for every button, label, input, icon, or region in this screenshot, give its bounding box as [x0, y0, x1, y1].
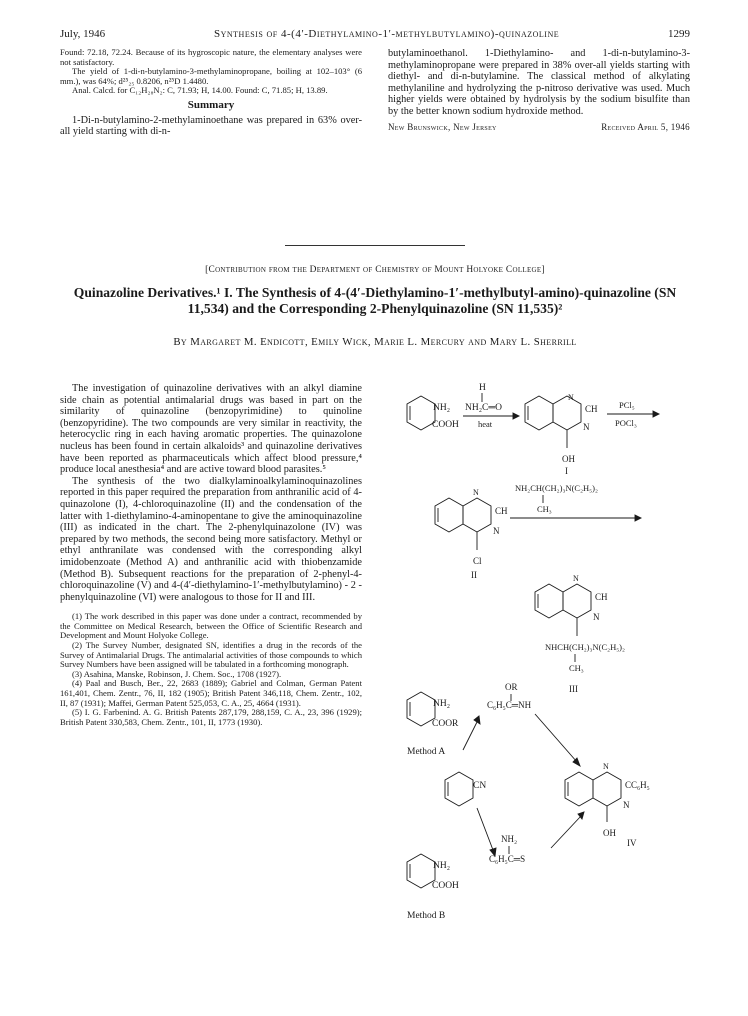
- place-line: New Brunswick, New Jersey: [388, 121, 497, 132]
- summary-text: 1-Di-n-butylamino-2-methylaminoethane was prepared in 63% over-all yield starting with di-n-: [60, 114, 362, 138]
- cn-label: CN: [473, 781, 487, 791]
- footnotes: [60, 612, 362, 727]
- side-chain-attached-label: NHCH(CH₂)₃N(C₂H₅)₂: [545, 642, 625, 652]
- coor-label: COOR: [432, 719, 459, 729]
- oh-label-IV: OH: [603, 828, 616, 838]
- pocl3-label: POCl₃: [615, 418, 637, 428]
- received-line: Received April 5, 1946: [601, 121, 690, 132]
- body-paragraph-1: The investigation of quinazoline derivatives with an alkyl diamine side chain as potential antimalarial drugs was based in part on the similarity of quinazoline (benzopyrimidine) to quinoline (benzopyridine). The two compounds are very similar in reactivity, the heterocyclic ring in each having aromatic properties. The quinazolone nucleus has been found in certain alkaloids³ and quinazoline derivatives have been reported as pharmaceuticals which affect blood pressure,⁴ produce local anesthesia⁴ and are active toward blood parasites.⁵: [60, 383, 362, 476]
- pcl5-label: PCl₅: [619, 400, 635, 410]
- chloroquinazoline-pyrimidine-ring: [463, 498, 491, 532]
- ch-label-III: CH: [595, 592, 608, 602]
- contribution-line: [Contribution from the Department of Chemistry of Mount Holyoke College]: [205, 265, 545, 275]
- article-body-column: [60, 383, 362, 727]
- n-label-II-top: N: [473, 488, 479, 497]
- reaction-scheme-chart: [385, 370, 695, 1010]
- running-header: [60, 28, 690, 40]
- header-page-number: 1299: [668, 28, 690, 40]
- header-running-title: Synthesis of 4-(4′-Diethylamino-1′-methylbutylamino)-quinazoline: [213, 28, 560, 40]
- aminoquinazoline-pyrimidine-ring: [563, 584, 591, 618]
- arrow-method-a-up: [463, 722, 477, 750]
- footnote-3: (3) Asahina, Manske, Robinson, J. Chem. Soc., 1708 (1927).: [72, 668, 282, 679]
- benzene-ring-method-a: [407, 692, 435, 726]
- arrow-method-b-down: [477, 808, 493, 850]
- author-line: By Margaret M. Endicott, Emily Wick, Marie L. Mercury and Mary L. Sherrill: [173, 336, 577, 348]
- oh-label-I: OH: [562, 454, 575, 464]
- ch-label-I: CH: [585, 404, 598, 414]
- heat-label: heat: [478, 419, 493, 429]
- prev-article-left-column: [60, 48, 362, 138]
- header-date: July, 1946: [60, 28, 106, 40]
- phenylquinazolone-benzo-ring: [565, 772, 593, 806]
- arrow-method-a-down: [535, 714, 577, 762]
- quinazolone-benzo-ring: [525, 396, 553, 430]
- summary-heading: Summary: [187, 98, 235, 111]
- thiobenzamide-label: C₆H₅C═S: [489, 854, 526, 864]
- footnote-1: (1) The work described in this paper was done under a contract, recommended by the Committee on Medical Research, between the Office of Scientific Research and Development and Mount Holyoke College.: [60, 611, 362, 641]
- formamide-label: NH₂C═O: [465, 403, 502, 413]
- cc6h5-label: CC₆H₅: [625, 780, 650, 790]
- n-label-III-bottom: N: [593, 612, 600, 622]
- n-label-III-top: N: [573, 574, 579, 583]
- article-title: Quinazoline Derivatives.¹ I. The Synthesis of 4-(4′-Diethylamino-1′-methylbutyl-amino)-quinazoline (SN 11,534) and the Corresponding 2-Phenylquinazoline (SN 11,535)²: [73, 285, 677, 316]
- cooh-label-method-b: COOH: [432, 881, 459, 891]
- separator-rule: [285, 245, 465, 246]
- cooh-label: COOH: [432, 420, 459, 430]
- n-label-IV-bottom: N: [623, 800, 630, 810]
- n-label-I-top: N: [568, 393, 574, 402]
- benzene-ring-method-b: [407, 854, 435, 888]
- nh2-label-method-a: NH₂: [433, 699, 451, 709]
- side-chain-amine-label: NH₂CH(CH₂)₃N(C₂H₅)₂: [515, 483, 598, 493]
- imidate-label: C₆H₅C═NH: [487, 700, 532, 710]
- compound-label-IV: IV: [627, 838, 637, 848]
- prev-found-paragraph: Found: 72.18, 72.24. Because of its hygroscopic nature, the elementary analyses were not satisfactory.: [60, 47, 362, 67]
- prev-signoff: [388, 122, 690, 134]
- compound-label-II: II: [471, 570, 477, 580]
- footnote-5: (5) I. G. Farbenind. A. G. British Patents 287,179, 288,159, C. A., 23, 396 (1929); British Patent 330,583, Chem. Zentr., 101, II, 1773 (1930).: [60, 707, 362, 727]
- prev-anal-paragraph: Anal. Calcd. for C₁₂H₂₈N₂: C, 71.93; H, 14.00. Found: C, 71.85; H, 13.89.: [72, 85, 328, 96]
- n-label-I-bottom: N: [583, 422, 590, 432]
- benzene-ring-benzonitrile: [445, 772, 473, 806]
- benzene-ring-anthranilic-acid: [407, 396, 435, 430]
- formamide-h-label: H: [479, 383, 486, 393]
- cl-label: Cl: [473, 556, 482, 566]
- ch3-label-III: CH₃: [569, 663, 584, 673]
- aminoquinazoline-benzo-ring: [535, 584, 563, 618]
- compound-label-III: III: [569, 684, 578, 694]
- method-b-label: Method B: [407, 911, 446, 921]
- nh2-thiobenzamide-label: NH₂: [501, 834, 518, 844]
- compound-label-I: I: [565, 466, 568, 476]
- ch3-label-amine: CH₃: [537, 504, 552, 514]
- body-paragraph-2: The synthesis of the two dialkylaminoalkylaminoquinazolines reported in this paper required the preparation from anthranilic acid of 4-quinazolone (I), 4-chloroquinazoline (II) and the condensation of the latter with 1-diethylamino-4-aminopentane to give the aminoquinazoline (III) as indicated in the chart. The 2-phenylquinazolone (IV) was prepared by two methods, the second being more satisfactory. Methyl or ethyl anthranilate was condensed with the corresponding alkyl imidobenzoate (Method A) and anthranilic acid with thiobenzamide (Method B). Subsequent reactions for the preparation of 2-phenyl-4-chloroquinazoline (V) and 4-(4′-diethylamino-1′-methylbutylamino) - 2 - phenylquinazoline (VI) were analogous to those for II and III.: [60, 475, 362, 603]
- prev-yield-paragraph: The yield of 1-di-n-butylamino-3-methylaminopropane, boiling at 102–103° (6 mm.), was 64%; d²⁵₂₅ 0.8206, n²⁵D 1.4480.: [60, 66, 362, 86]
- nh2-label-method-b: NH₂: [433, 861, 451, 871]
- arrow-method-b-up: [551, 816, 581, 848]
- ch-label-II: CH: [495, 506, 508, 516]
- footnote-2: (2) The Survey Number, designated SN, identifies a drug in the records of the Survey of Antimalarial Drugs. The antimalarial activities of those compounds to which Survey Numbers have been assigned will be tabulated in a forthcoming monograph.: [60, 640, 362, 670]
- n-label-IV-top: N: [603, 762, 609, 771]
- prev-summary-continued: butylaminoethanol. 1-Diethylamino- and 1-di-n-butylamino-3-methylaminopropane were prepared in 38% over-all yields starting with diethyl- and di-n-butylamine. The classical method of alkylating methylaniline and hydrolyzing the p-nitroso derivative was used. Much higher yields were obtained by hydrolysis by the sodium bisulfite than by the better known sodium hydroxide method.: [388, 48, 690, 117]
- quinazolone-pyrimidine-ring: [553, 396, 581, 430]
- prev-article-right-column: [388, 48, 690, 133]
- nh2-label: NH₂: [433, 403, 451, 413]
- phenylquinazolone-pyrimidine-ring: [593, 772, 621, 806]
- footnote-4: (4) Paal and Busch, Ber., 22, 2683 (1889); Gabriel and Colman, German Patent 161,401, Chem. Zentr., 76, II, 182 (1905); British Patent 346,118, Chem. Zentr., 102, II, 87 (1931); Maffei, German Patent 525,053, C. A., 25, 4664 (1931).: [60, 678, 362, 708]
- chloroquinazoline-benzo-ring: [435, 498, 463, 532]
- method-a-label: Method A: [407, 747, 446, 757]
- n-label-II-bottom: N: [493, 526, 500, 536]
- or-label: OR: [505, 682, 518, 692]
